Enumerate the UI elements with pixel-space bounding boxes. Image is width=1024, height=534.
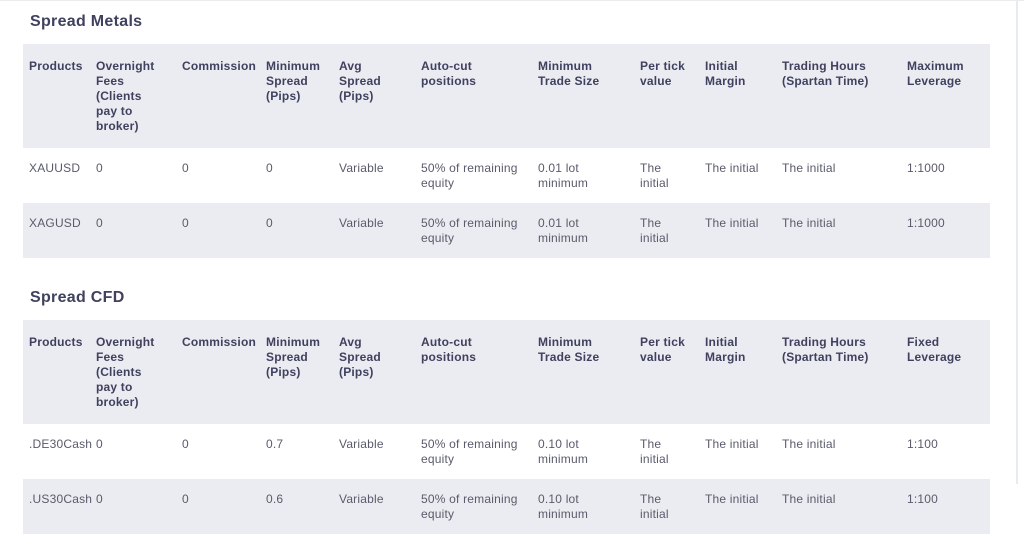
- column-header: Avg Spread (Pips): [339, 59, 381, 103]
- column-header: Per tick value: [640, 59, 685, 88]
- table-cell: XAUUSD: [29, 161, 81, 175]
- table-cell: 0: [182, 492, 189, 506]
- column-header: Auto-cut positions: [421, 335, 477, 364]
- column-header: Per tick value: [640, 335, 685, 364]
- table-cell: 0: [266, 216, 273, 230]
- table-cell: 50% of remaining equity: [421, 216, 518, 245]
- table-cell: 0: [182, 437, 189, 451]
- table-cell: 1:1000: [907, 161, 945, 175]
- table-cell: Variable: [339, 437, 384, 451]
- column-header: Minimum Spread (Pips): [266, 59, 321, 103]
- table-cell: The initial: [782, 161, 836, 175]
- table-row: [23, 203, 990, 258]
- column-header: Commission: [182, 335, 257, 349]
- table-cell: 0: [182, 216, 189, 230]
- table-cell: 0: [96, 161, 103, 175]
- column-header: Products: [29, 59, 83, 73]
- table-cell: 0: [182, 161, 189, 175]
- header-row: [23, 44, 990, 148]
- column-header: Products: [29, 335, 83, 349]
- table-cell: The initial: [782, 216, 836, 230]
- column-header: Maximum Leverage: [907, 59, 964, 88]
- table-header: [23, 44, 990, 148]
- column-header: Minimum Trade Size: [538, 59, 600, 88]
- table-row: [23, 424, 990, 479]
- column-header: Trading Hours (Spartan Time): [782, 335, 869, 364]
- table-cell: 0: [96, 437, 103, 451]
- spread-metals-table: [23, 44, 990, 258]
- table-body: [23, 424, 990, 534]
- table-cell: The initial: [705, 437, 759, 451]
- table-cell: 0: [96, 216, 103, 230]
- column-header: Fixed Leverage: [907, 335, 962, 364]
- column-header: Auto-cut positions: [421, 59, 477, 88]
- table-cell: The initial: [640, 216, 669, 245]
- table-cell: 50% of remaining equity: [421, 437, 518, 466]
- section-title-spread-cfd: Spread CFD: [30, 289, 125, 306]
- column-header: Initial Margin: [705, 335, 746, 364]
- table-row: [23, 479, 990, 534]
- table-cell: The initial: [640, 492, 669, 521]
- table-body: [23, 148, 990, 258]
- table-cell: 50% of remaining equity: [421, 492, 518, 521]
- scrollbar[interactable]: [1016, 1, 1018, 484]
- section-title-spread-metals: Spread Metals: [30, 13, 143, 30]
- table-cell: 0.10 lot minimum: [538, 437, 589, 466]
- table-cell: 0.6: [266, 492, 284, 506]
- table-cell: The initial: [640, 161, 669, 190]
- table-cell: The initial: [705, 161, 759, 175]
- table-cell: Variable: [339, 161, 384, 175]
- table-header: [23, 320, 990, 424]
- table-cell: 1:1000: [907, 216, 945, 230]
- header-row: [23, 320, 990, 424]
- column-header: Overnight Fees (Clients pay to broker): [96, 59, 155, 133]
- table-cell: The initial: [782, 437, 836, 451]
- table-cell: The initial: [782, 492, 836, 506]
- table-cell: .DE30Cash: [29, 437, 93, 451]
- table-cell: 0.01 lot minimum: [538, 216, 589, 245]
- spread-cfd-table: [23, 320, 990, 534]
- table-cell: The initial: [705, 216, 759, 230]
- table-cell: 0.10 lot minimum: [538, 492, 589, 521]
- table-cell: XAGUSD: [29, 216, 81, 230]
- section-spread-cfd: [0, 289, 1024, 534]
- table-cell: 0: [266, 161, 273, 175]
- table-cell: 0: [96, 492, 103, 506]
- table-cell: The initial: [640, 437, 669, 466]
- table-cell: 0.01 lot minimum: [538, 161, 589, 190]
- column-header: Trading Hours (Spartan Time): [782, 59, 869, 88]
- table-row: [23, 148, 990, 203]
- column-header: Avg Spread (Pips): [339, 335, 381, 379]
- column-header: Commission: [182, 59, 257, 73]
- table-cell: The initial: [705, 492, 759, 506]
- table-cell: 1:100: [907, 492, 939, 506]
- table-cell: 50% of remaining equity: [421, 161, 518, 190]
- table-cell: Variable: [339, 492, 384, 506]
- column-header: Overnight Fees (Clients pay to broker): [96, 335, 155, 409]
- table-cell: 1:100: [907, 437, 939, 451]
- column-header: Minimum Spread (Pips): [266, 335, 321, 379]
- content: [0, 1, 1024, 534]
- column-header: Initial Margin: [705, 59, 746, 88]
- section-spread-metals: [0, 13, 1024, 258]
- table-cell: Variable: [339, 216, 384, 230]
- table-cell: .US30Cash: [29, 492, 93, 506]
- table-cell: 0.7: [266, 437, 284, 451]
- column-header: Minimum Trade Size: [538, 335, 600, 364]
